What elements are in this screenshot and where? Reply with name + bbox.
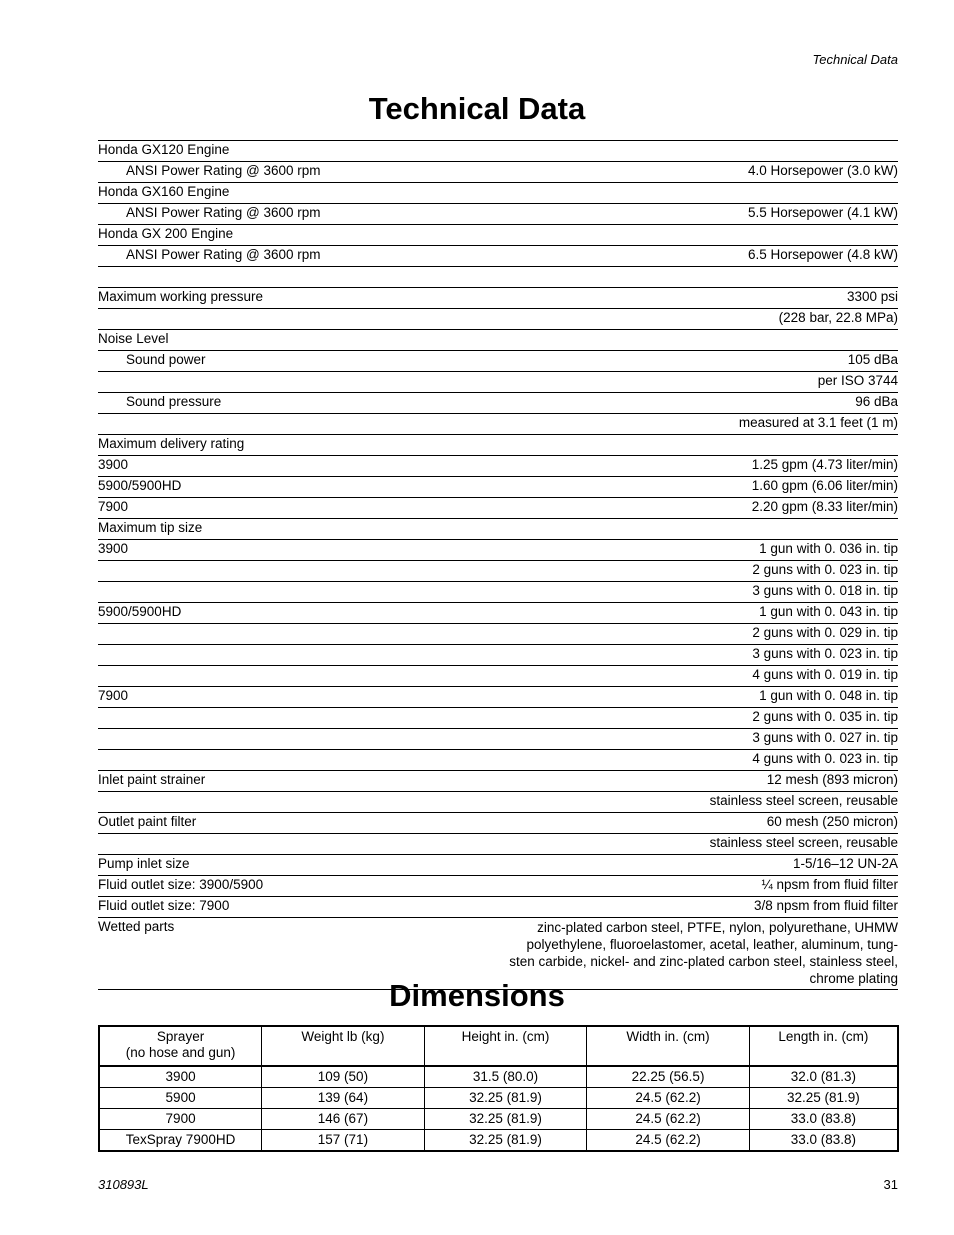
table-row xyxy=(98,393,898,414)
spec-value: 1.60 gpm (6.06 liter/min) xyxy=(389,477,898,498)
table-cell: 33.0 (83.8) xyxy=(749,1109,898,1130)
spec-label xyxy=(98,309,389,330)
technical-data-body xyxy=(98,141,898,990)
col-header-weight: Weight lb (kg) xyxy=(262,1026,425,1066)
spec-value: 4.0 Horsepower (3.0 kW) xyxy=(389,162,898,183)
table-row xyxy=(98,561,898,582)
spec-value: 5.5 Horsepower (4.1 kW) xyxy=(389,204,898,225)
table-row xyxy=(98,792,898,813)
table-row xyxy=(98,813,898,834)
spec-label: Fluid outlet size: 7900 xyxy=(98,897,389,918)
table-row xyxy=(98,876,898,897)
table-row xyxy=(98,624,898,645)
table-row xyxy=(98,372,898,393)
spec-value xyxy=(389,330,898,351)
spec-label xyxy=(98,834,389,855)
spec-label xyxy=(98,372,389,393)
spec-value xyxy=(389,519,898,540)
table-row xyxy=(99,1066,898,1088)
table-cell: 32.25 (81.9) xyxy=(424,1109,587,1130)
spec-label xyxy=(98,561,389,582)
spec-label xyxy=(98,624,389,645)
spec-label xyxy=(98,792,389,813)
spec-label xyxy=(98,645,389,666)
table-row xyxy=(98,897,898,918)
spec-label: Fluid outlet size: 3900/5900 xyxy=(98,876,389,897)
table-cell: 31.5 (80.0) xyxy=(424,1066,587,1088)
col-header-height: Height in. (cm) xyxy=(424,1026,587,1066)
table-row xyxy=(99,1088,898,1109)
table-row xyxy=(98,204,898,225)
table-cell: 139 (64) xyxy=(262,1088,425,1109)
table-row xyxy=(99,1109,898,1130)
col-header-length: Length in. (cm) xyxy=(749,1026,898,1066)
spec-value: 1 gun with 0. 048 in. tip xyxy=(389,687,898,708)
table-row xyxy=(98,435,898,456)
spec-label: Sound power xyxy=(98,351,389,372)
table-row xyxy=(98,351,898,372)
spec-label: Maximum delivery rating xyxy=(98,435,389,456)
table-row xyxy=(98,834,898,855)
table-row xyxy=(98,540,898,561)
table-row xyxy=(98,456,898,477)
table-row xyxy=(98,771,898,792)
spec-label: Outlet paint filter xyxy=(98,813,389,834)
table-row xyxy=(98,729,898,750)
spec-label xyxy=(98,750,389,771)
spec-label xyxy=(98,414,389,435)
dimensions-body xyxy=(99,1066,898,1151)
spec-label: 7900 xyxy=(98,687,389,708)
table-cell: 109 (50) xyxy=(262,1066,425,1088)
table-row xyxy=(98,162,898,183)
table-cell: 3900 xyxy=(99,1066,262,1088)
spec-label: ANSI Power Rating @ 3600 rpm xyxy=(98,162,389,183)
table-cell: TexSpray 7900HD xyxy=(99,1130,262,1152)
table-row xyxy=(98,309,898,330)
spec-label: ANSI Power Rating @ 3600 rpm xyxy=(98,246,389,267)
spec-label xyxy=(98,267,389,288)
spec-value: 1-5/16–12 UN-2A xyxy=(389,855,898,876)
spec-value: 12 mesh (893 micron) xyxy=(389,771,898,792)
spec-label: Pump inlet size xyxy=(98,855,389,876)
spec-value: 2 guns with 0. 035 in. tip xyxy=(389,708,898,729)
spec-value: 2.20 gpm (8.33 liter/min) xyxy=(389,498,898,519)
table-row xyxy=(98,582,898,603)
wetted-line: chrome plating xyxy=(809,971,898,986)
spec-label: Honda GX160 Engine xyxy=(98,183,389,204)
spec-value xyxy=(389,183,898,204)
spec-value: 3 guns with 0. 027 in. tip xyxy=(389,729,898,750)
table-cell: 32.25 (81.9) xyxy=(424,1088,587,1109)
spec-value: ¼ npsm from fluid filter xyxy=(389,876,898,897)
spec-label: 3900 xyxy=(98,540,389,561)
spec-value: per ISO 3744 xyxy=(389,372,898,393)
spec-value: 96 dBa xyxy=(389,393,898,414)
spec-value xyxy=(389,225,898,246)
table-row xyxy=(98,750,898,771)
table-cell: 22.25 (56.5) xyxy=(587,1066,750,1088)
spec-label: 3900 xyxy=(98,456,389,477)
spec-label: Inlet paint strainer xyxy=(98,771,389,792)
table-cell: 32.0 (81.3) xyxy=(749,1066,898,1088)
table-cell: 5900 xyxy=(99,1088,262,1109)
table-row xyxy=(98,477,898,498)
spec-value: 1 gun with 0. 043 in. tip xyxy=(389,603,898,624)
table-cell: 157 (71) xyxy=(262,1130,425,1152)
table-cell: 24.5 (62.2) xyxy=(587,1109,750,1130)
spec-value: 4 guns with 0. 023 in. tip xyxy=(389,750,898,771)
spec-value: 1.25 gpm (4.73 liter/min) xyxy=(389,456,898,477)
table-cell: 33.0 (83.8) xyxy=(749,1130,898,1152)
spec-value xyxy=(389,435,898,456)
spec-value: 6.5 Horsepower (4.8 kW) xyxy=(389,246,898,267)
spec-label: Maximum working pressure xyxy=(98,288,389,309)
page-title: Technical Data xyxy=(368,91,586,126)
table-row xyxy=(98,330,898,351)
spec-label: Sound pressure xyxy=(98,393,389,414)
table-cell: 24.5 (62.2) xyxy=(587,1130,750,1152)
table-row xyxy=(98,603,898,624)
spec-label xyxy=(98,729,389,750)
table-row xyxy=(98,708,898,729)
spec-value: 3300 psi xyxy=(389,288,898,309)
spec-value: 3/8 npsm from fluid filter xyxy=(389,897,898,918)
spec-value: (228 bar, 22.8 MPa) xyxy=(389,309,898,330)
table-row xyxy=(98,141,898,162)
spec-value: stainless steel screen, reusable xyxy=(389,792,898,813)
table-row xyxy=(98,246,898,267)
spec-value: 4 guns with 0. 019 in. tip xyxy=(389,666,898,687)
table-row xyxy=(98,645,898,666)
page-number: 31 xyxy=(883,1177,898,1192)
table-row xyxy=(98,414,898,435)
table-row xyxy=(98,225,898,246)
dimensions-header-row xyxy=(99,1026,898,1066)
spec-label xyxy=(98,708,389,729)
spec-value: 105 dBa xyxy=(389,351,898,372)
table-cell: 146 (67) xyxy=(262,1109,425,1130)
table-row xyxy=(98,183,898,204)
spec-value: 3 guns with 0. 023 in. tip xyxy=(389,645,898,666)
spec-label: Wetted parts xyxy=(98,918,389,990)
wetted-line: sten carbide, nickel- and zinc-plated carbon steel, stainless steel, xyxy=(509,954,898,969)
table-row xyxy=(98,498,898,519)
table-row xyxy=(98,687,898,708)
table-cell: 7900 xyxy=(99,1109,262,1130)
spec-label: Noise Level xyxy=(98,330,389,351)
spec-label xyxy=(98,666,389,687)
table-cell: 24.5 (62.2) xyxy=(587,1088,750,1109)
spec-value: 2 guns with 0. 023 in. tip xyxy=(389,561,898,582)
spec-value xyxy=(389,267,898,288)
spec-label: ANSI Power Rating @ 3600 rpm xyxy=(98,204,389,225)
spec-value: 2 guns with 0. 029 in. tip xyxy=(389,624,898,645)
spec-label: 5900/5900HD xyxy=(98,477,389,498)
spec-value: measured at 3.1 feet (1 m) xyxy=(389,414,898,435)
spec-label: Honda GX120 Engine xyxy=(98,141,389,162)
technical-data-table xyxy=(98,140,898,990)
col-header-sprayer: Sprayer (no hose and gun) xyxy=(99,1026,262,1066)
spec-value: 1 gun with 0. 036 in. tip xyxy=(389,540,898,561)
table-cell: 32.25 (81.9) xyxy=(424,1130,587,1152)
table-row xyxy=(98,267,898,288)
spec-label: 5900/5900HD xyxy=(98,603,389,624)
table-row xyxy=(98,288,898,309)
spec-value: 3 guns with 0. 018 in. tip xyxy=(389,582,898,603)
spec-label: Honda GX 200 Engine xyxy=(98,225,389,246)
col-header-width: Width in. (cm) xyxy=(587,1026,750,1066)
table-row xyxy=(99,1130,898,1152)
table-row xyxy=(98,666,898,687)
spec-label xyxy=(98,582,389,603)
spec-value: 60 mesh (250 micron) xyxy=(389,813,898,834)
spec-value: stainless steel screen, reusable xyxy=(389,834,898,855)
dimensions-table xyxy=(98,1025,899,1152)
table-row xyxy=(98,519,898,540)
spec-label: Maximum tip size xyxy=(98,519,389,540)
wetted-line: zinc-plated carbon steel, PTFE, nylon, polyurethane, UHMW xyxy=(537,920,898,935)
document-number: 310893L xyxy=(98,1177,149,1192)
running-header: Technical Data xyxy=(812,52,898,67)
table-row xyxy=(98,855,898,876)
dimensions-title: Dimensions xyxy=(389,978,565,1013)
table-cell: 32.25 (81.9) xyxy=(749,1088,898,1109)
spec-label: 7900 xyxy=(98,498,389,519)
spec-value xyxy=(389,141,898,162)
wetted-line: polyethylene, fluoroelastomer, acetal, leather, aluminum, tung- xyxy=(526,937,898,952)
